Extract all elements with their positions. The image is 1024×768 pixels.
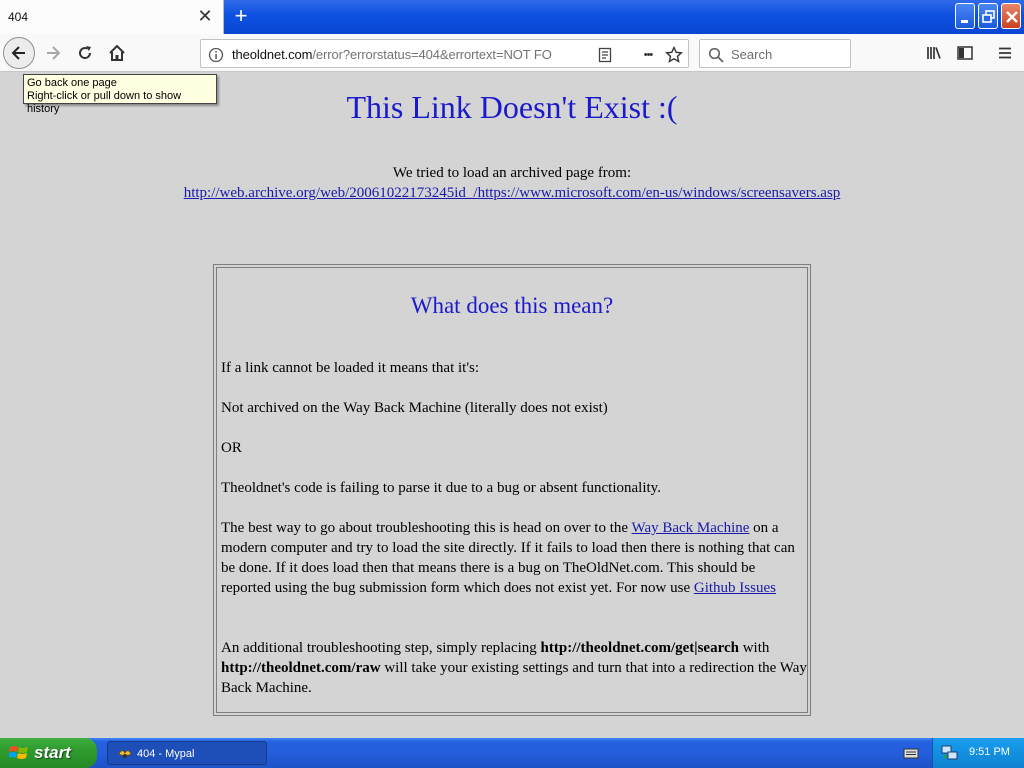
- archive-url-link[interactable]: http://web.archive.org/web/20061022173245id_/https://www.microsoft.com/en-us/windows/screensavers.asp: [183, 185, 841, 201]
- new-tab-button[interactable]: +: [234, 3, 248, 28]
- github-issues-link[interactable]: Github Issues: [693, 580, 776, 596]
- paragraph-6: [221, 638, 807, 698]
- page-actions-icon[interactable]: •••: [643, 49, 653, 61]
- navigation-toolbar: [0, 34, 1024, 72]
- sidebar-icon[interactable]: [955, 43, 975, 63]
- tab-404[interactable]: [0, 0, 224, 34]
- paragraph-6-text-d: will take your existing settings and turn that into a redirection the Way Back Machine.: [221, 660, 807, 696]
- keyboard-tray-icon[interactable]: [903, 746, 919, 765]
- hamburger-menu-icon[interactable]: [995, 43, 1015, 63]
- start-button[interactable]: [0, 738, 97, 768]
- start-label: start: [34, 743, 71, 762]
- taskbar-item-label: 404 - Mypal: [137, 748, 195, 760]
- windows-taskbar: [0, 738, 1024, 768]
- tab-close-icon[interactable]: ✕: [197, 6, 213, 26]
- reload-icon: [76, 44, 94, 62]
- forward-button[interactable]: [37, 37, 69, 69]
- reload-button[interactable]: [69, 37, 101, 69]
- search-bar[interactable]: [699, 39, 851, 68]
- search-icon: [707, 46, 725, 64]
- tooltip-line-2: Right-click or pull down to show history: [27, 90, 182, 115]
- search-placeholder: Search: [731, 47, 773, 62]
- system-tray: [932, 738, 1024, 768]
- paragraph-1: If a link cannot be loaded it means that it's:: [221, 360, 480, 376]
- taskbar-clock: 9:51 PM: [969, 746, 1010, 758]
- home-button[interactable]: [101, 37, 133, 69]
- raw-url: http://theoldnet.com/raw: [221, 660, 381, 676]
- explanation-box-inner: [216, 267, 808, 713]
- mypal-app-icon: [117, 746, 133, 762]
- network-tray-icon[interactable]: [941, 744, 959, 767]
- url-host: theoldnet.com: [232, 47, 313, 62]
- back-button-tooltip: [23, 74, 217, 115]
- site-info-icon[interactable]: [207, 46, 225, 64]
- paragraph-5-text-a: The best way to go about troubleshooting this is head on over to the: [221, 520, 629, 536]
- close-window-button[interactable]: [1001, 3, 1021, 29]
- paragraph-3: OR: [221, 440, 242, 456]
- explanation-box: [213, 264, 811, 716]
- url-bar[interactable]: [200, 39, 689, 68]
- paragraph-5-text-b: on a modern computer and try to load the site directly. If it fails to load then there is nothing that can be done. If it does load then that means there is a bug on TheOldNet.com. This should be reported using the bug submission form which does not exist yet. For now use: [221, 520, 795, 596]
- intro-text: We tried to load an archived page from:: [392, 165, 632, 181]
- back-arrow-icon: [10, 44, 28, 62]
- reader-view-icon[interactable]: [596, 46, 614, 64]
- tooltip-line-1: Go back one page: [27, 77, 117, 89]
- page-content: [0, 73, 1024, 737]
- paragraph-2: Not archived on the Way Back Machine (literally does not exist): [221, 400, 608, 416]
- minimize-button[interactable]: [955, 3, 975, 29]
- home-icon: [108, 44, 126, 62]
- windows-logo-icon: [9, 744, 29, 762]
- get-search-url: http://theoldnet.com/get|search: [540, 640, 739, 656]
- paragraph-5: [221, 518, 807, 598]
- close-icon: [1005, 10, 1019, 24]
- page-title: This Link Doesn't Exist :(: [346, 89, 678, 125]
- bookmark-star-icon[interactable]: [665, 46, 683, 64]
- taskbar-item-mypal[interactable]: [107, 741, 267, 765]
- url-path: /error?errorstatus=404&errortext=NOT FO: [312, 47, 552, 62]
- back-button[interactable]: [3, 37, 35, 69]
- restore-button[interactable]: [978, 3, 998, 29]
- paragraph-6-text-a: An additional troubleshooting step, simply replacing: [221, 640, 537, 656]
- restore-icon: [982, 10, 996, 24]
- box-title: What does this mean?: [410, 293, 614, 318]
- forward-arrow-icon: [44, 44, 62, 62]
- wayback-machine-link[interactable]: Way Back Machine: [631, 520, 750, 536]
- paragraph-4: Theoldnet's code is failing to parse it due to a bug or absent functionality.: [221, 480, 661, 496]
- tab-title: 404: [8, 10, 29, 24]
- browser-tab-strip: [0, 0, 1024, 34]
- library-icon[interactable]: [924, 43, 944, 63]
- paragraph-6-text-c: with: [742, 640, 770, 656]
- url-text[interactable]: [232, 47, 560, 63]
- minimize-icon: [959, 10, 973, 24]
